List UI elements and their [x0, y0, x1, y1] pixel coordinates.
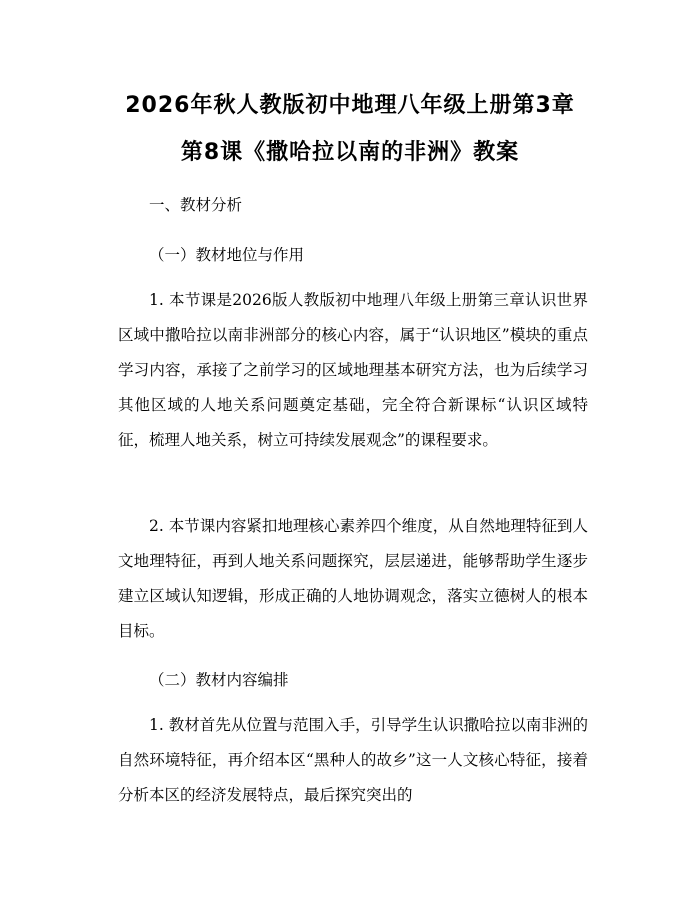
paragraph-2: [118, 509, 588, 649]
subsection-heading-status-and-role: （一）教材地位与作用: [149, 246, 305, 264]
document-title-line-2: 第8课《撒哈拉以南的非洲》教案: [180, 140, 520, 165]
paragraph-3: [118, 708, 588, 813]
subsection-heading-content-arrangement: （二）教材内容编排: [149, 671, 289, 689]
section-heading-textbook-analysis: 一、教材分析: [149, 196, 243, 214]
paragraph-2-text: 2. 本节课内容紧扣地理核心素养四个维度，从自然地理特征到人文地理特征，再到人地关系问题探究，层层递进，能够帮助学生逐步建立区域认知逻辑，形成正确的人地协调观念，落实立德树人的根本目标。: [118, 517, 588, 640]
paragraph-1-text: 1. 本节课是2026版人教版初中地理八年级上册第三章认识世界区域中撒哈拉以南非洲部分的核心内容，属于“认识地区”模块的重点学习内容，承接了之前学习的区域地理基本研究方法，也为后续学习其他区域的人地关系问题奠定基础，完全符合新课标“认识区域特征，梳理人地关系，树立可持续发展观念”的课程要求。: [118, 291, 588, 449]
paragraph-1: [118, 283, 588, 458]
document-title-line-1: 2026年秋人教版初中地理八年级上册第3章: [125, 93, 575, 118]
paragraph-3-text: 1. 教材首先从位置与范围入手，引导学生认识撒哈拉以南非洲的自然环境特征，再介绍本区“黑种人的故乡”这一人文核心特征，接着分析本区的经济发展特点，最后探究突出的: [118, 716, 588, 804]
